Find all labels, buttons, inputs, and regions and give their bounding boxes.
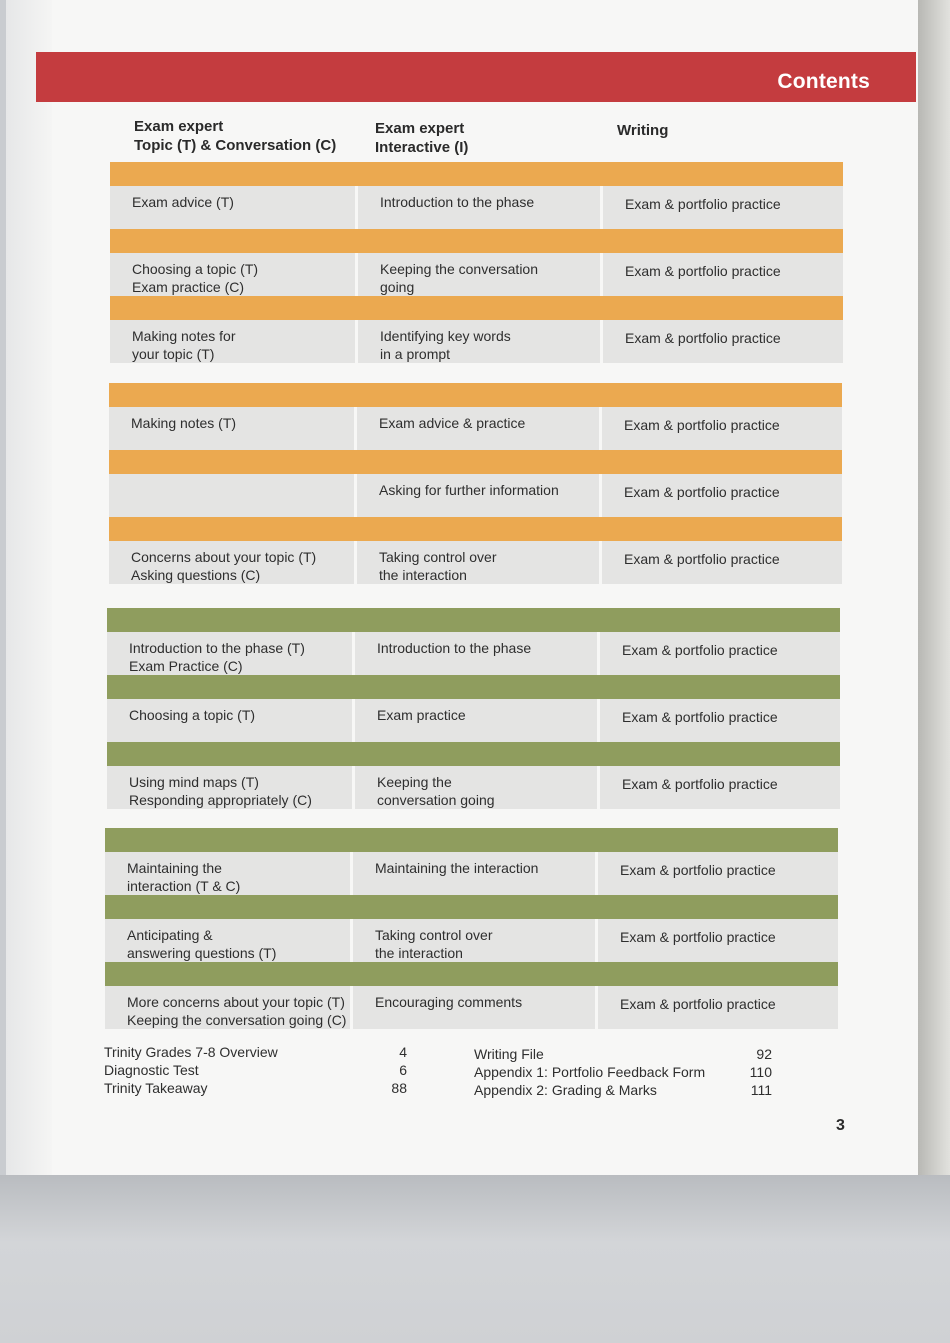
- table-row: [109, 474, 842, 517]
- cell-topic: [132, 320, 355, 363]
- column-header-topic-line: Exam expert: [134, 118, 224, 135]
- cell-line: Exam & portfolio practice: [624, 417, 780, 433]
- index-left: [104, 1043, 414, 1097]
- cell-line: Exam Practice (C): [129, 658, 243, 674]
- cell-interactive: [380, 186, 600, 229]
- cell-line: answering questions (T): [127, 945, 277, 961]
- page-title: Contents: [777, 70, 870, 93]
- cell-line: Introduction to the phase: [377, 640, 532, 656]
- cell-topic: [132, 186, 355, 229]
- index-item: [104, 1061, 414, 1079]
- cell-line: Keeping the conversation going (C): [127, 1012, 347, 1028]
- cell-line: Choosing a topic (T): [129, 707, 256, 723]
- cell-line: going: [380, 279, 415, 295]
- table-row: [110, 186, 843, 229]
- cell-divider: [597, 632, 600, 675]
- section-band: [109, 383, 842, 407]
- cell-divider: [595, 986, 598, 1029]
- index-label: Writing File: [474, 1046, 544, 1062]
- cell-writing: [622, 632, 840, 675]
- cell-divider: [355, 320, 358, 363]
- cell-writing: [624, 541, 842, 584]
- cell-line: Concerns about your topic (T): [131, 549, 317, 565]
- cell-line: Maintaining the: [127, 860, 222, 876]
- cell-interactive: [379, 474, 599, 517]
- cell-topic: [127, 852, 350, 895]
- table-row: [107, 766, 840, 809]
- column-header-topic-line: Topic (T) & Conversation (C): [134, 137, 337, 154]
- index-page: 111: [750, 1082, 772, 1098]
- cell-line: Anticipating &: [127, 927, 213, 943]
- cell-topic: [129, 766, 352, 809]
- index-page: 88: [391, 1080, 407, 1096]
- cell-line: Exam advice & practice: [379, 415, 526, 431]
- section-band: [105, 962, 838, 986]
- cell-topic: [131, 474, 354, 517]
- cell-line: Exam & portfolio practice: [625, 196, 781, 212]
- column-header-topic: [134, 117, 336, 155]
- section-band: [107, 742, 840, 766]
- column-header-writing: [617, 121, 668, 140]
- cell-line: Introduction to the phase: [380, 194, 535, 210]
- cell-line: Exam & portfolio practice: [622, 642, 778, 658]
- section-band: [105, 895, 838, 919]
- cell-writing: [622, 699, 840, 742]
- cell-line: Asking for further information: [379, 482, 559, 498]
- cell-writing: [620, 852, 838, 895]
- table-row: [105, 986, 838, 1029]
- cell-writing: [625, 253, 843, 296]
- cell-interactive: [380, 253, 600, 296]
- cell-interactive: [375, 986, 595, 1029]
- page-spine: [6, 0, 52, 1175]
- cell-divider: [350, 919, 353, 962]
- cell-line: Using mind maps (T): [129, 774, 259, 790]
- section-band: [110, 162, 843, 186]
- cell-interactive: [375, 852, 595, 895]
- table-row: [109, 407, 842, 450]
- cell-interactive: [377, 766, 597, 809]
- index-label: Appendix 1: Portfolio Feedback Form: [474, 1064, 706, 1080]
- cell-divider: [600, 253, 603, 296]
- index-label: Appendix 2: Grading & Marks: [474, 1082, 657, 1098]
- cell-divider: [595, 919, 598, 962]
- column-header-interactive-line: Exam expert: [375, 120, 465, 137]
- cell-divider: [354, 474, 357, 517]
- cell-line: Taking control over: [379, 549, 497, 565]
- column-header-interactive: [375, 119, 468, 157]
- index-item: [474, 1081, 774, 1099]
- section-band: [109, 517, 842, 541]
- cell-divider: [352, 699, 355, 742]
- cell-divider: [597, 699, 600, 742]
- cell-writing: [622, 766, 840, 809]
- cell-line: in a prompt: [380, 346, 451, 362]
- scan-background: [0, 1175, 950, 1343]
- index-page: 110: [749, 1064, 772, 1080]
- cell-divider: [350, 986, 353, 1029]
- page-edge: [918, 0, 950, 1175]
- cell-divider: [355, 253, 358, 296]
- cell-topic: [131, 407, 354, 450]
- cell-divider: [350, 852, 353, 895]
- cell-topic: [131, 541, 354, 584]
- cell-line: Exam advice (T): [132, 194, 234, 210]
- cell-interactive: [375, 919, 595, 962]
- cell-writing: [620, 919, 838, 962]
- cell-line: Making notes (T): [131, 415, 237, 431]
- cell-divider: [595, 852, 598, 895]
- cell-line: Identifying key words: [380, 328, 511, 344]
- cell-line: Exam & portfolio practice: [624, 484, 780, 500]
- cell-line: Encouraging comments: [375, 994, 523, 1010]
- column-header-writing-line: Writing: [617, 122, 669, 139]
- cell-topic: [132, 253, 355, 296]
- section-band: [107, 608, 840, 632]
- index-label: Trinity Takeaway: [104, 1080, 208, 1096]
- cell-line: the interaction: [379, 567, 467, 583]
- cell-line: Responding appropriately (C): [129, 792, 312, 808]
- cell-line: the interaction: [375, 945, 463, 961]
- cell-line: your topic (T): [132, 346, 215, 362]
- index-item: [104, 1079, 414, 1097]
- section-band: [109, 450, 842, 474]
- cell-interactive: [377, 632, 597, 675]
- cell-line: Exam & portfolio practice: [620, 929, 776, 945]
- cell-line: Exam practice (C): [132, 279, 245, 295]
- cell-line: Exam & portfolio practice: [620, 996, 776, 1012]
- cell-writing: [624, 407, 842, 450]
- column-header-interactive-line: Interactive (I): [375, 139, 469, 156]
- cell-divider: [599, 407, 602, 450]
- cell-line: Choosing a topic (T): [132, 261, 259, 277]
- cell-line: Taking control over: [375, 927, 493, 943]
- cell-line: Exam & portfolio practice: [622, 776, 778, 792]
- table-row: [107, 632, 840, 675]
- table-row: [105, 919, 838, 962]
- section-band: [107, 675, 840, 699]
- section-band: [110, 296, 843, 320]
- index-page: 92: [756, 1046, 772, 1062]
- cell-line: Introduction to the phase (T): [129, 640, 305, 656]
- cell-line: Exam & portfolio practice: [620, 862, 776, 878]
- table-row: [109, 541, 842, 584]
- cell-writing: [625, 186, 843, 229]
- cell-divider: [599, 541, 602, 584]
- cell-divider: [352, 632, 355, 675]
- section-band: [110, 229, 843, 253]
- cell-topic: [129, 699, 352, 742]
- cell-line: interaction (T & C): [127, 878, 241, 894]
- cell-divider: [354, 407, 357, 450]
- cell-line: Making notes for: [132, 328, 236, 344]
- cell-divider: [355, 186, 358, 229]
- cell-writing: [624, 474, 842, 517]
- index-item: [474, 1063, 774, 1081]
- index-right: [474, 1045, 774, 1099]
- cell-interactive: [379, 541, 599, 584]
- cell-divider: [352, 766, 355, 809]
- cell-writing: [620, 986, 838, 1029]
- cell-line: Exam & portfolio practice: [624, 551, 780, 567]
- cell-divider: [600, 320, 603, 363]
- cell-divider: [599, 474, 602, 517]
- cell-divider: [597, 766, 600, 809]
- index-item: [104, 1043, 414, 1061]
- cell-divider: [600, 186, 603, 229]
- cell-line: conversation going: [377, 792, 495, 808]
- index-page: 4: [399, 1044, 407, 1060]
- cell-interactive: [380, 320, 600, 363]
- table-row: [110, 320, 843, 363]
- cell-line: Exam & portfolio practice: [622, 709, 778, 725]
- cell-line: Asking questions (C): [131, 567, 261, 583]
- cell-divider: [354, 541, 357, 584]
- index-page: 6: [399, 1062, 407, 1078]
- cell-line: Keeping the: [377, 774, 452, 790]
- cell-line: Keeping the conversation: [380, 261, 538, 277]
- cell-interactive: [379, 407, 599, 450]
- index-item: [474, 1045, 774, 1063]
- cell-topic: [127, 986, 350, 1029]
- cell-topic: [129, 632, 352, 675]
- table-row: [110, 253, 843, 296]
- table-row: [105, 852, 838, 895]
- cell-line: Maintaining the interaction: [375, 860, 539, 876]
- section-band: [105, 828, 838, 852]
- cell-line: Exam & portfolio practice: [625, 263, 781, 279]
- index-label: Trinity Grades 7-8 Overview: [104, 1044, 278, 1060]
- cell-line: Exam & portfolio practice: [625, 330, 781, 346]
- cell-writing: [625, 320, 843, 363]
- index-label: Diagnostic Test: [104, 1062, 199, 1078]
- cell-interactive: [377, 699, 597, 742]
- page-number: 3: [836, 1117, 845, 1134]
- table-row: [107, 699, 840, 742]
- cell-line: Exam practice: [377, 707, 466, 723]
- cell-line: More concerns about your topic (T): [127, 994, 345, 1010]
- cell-topic: [127, 919, 350, 962]
